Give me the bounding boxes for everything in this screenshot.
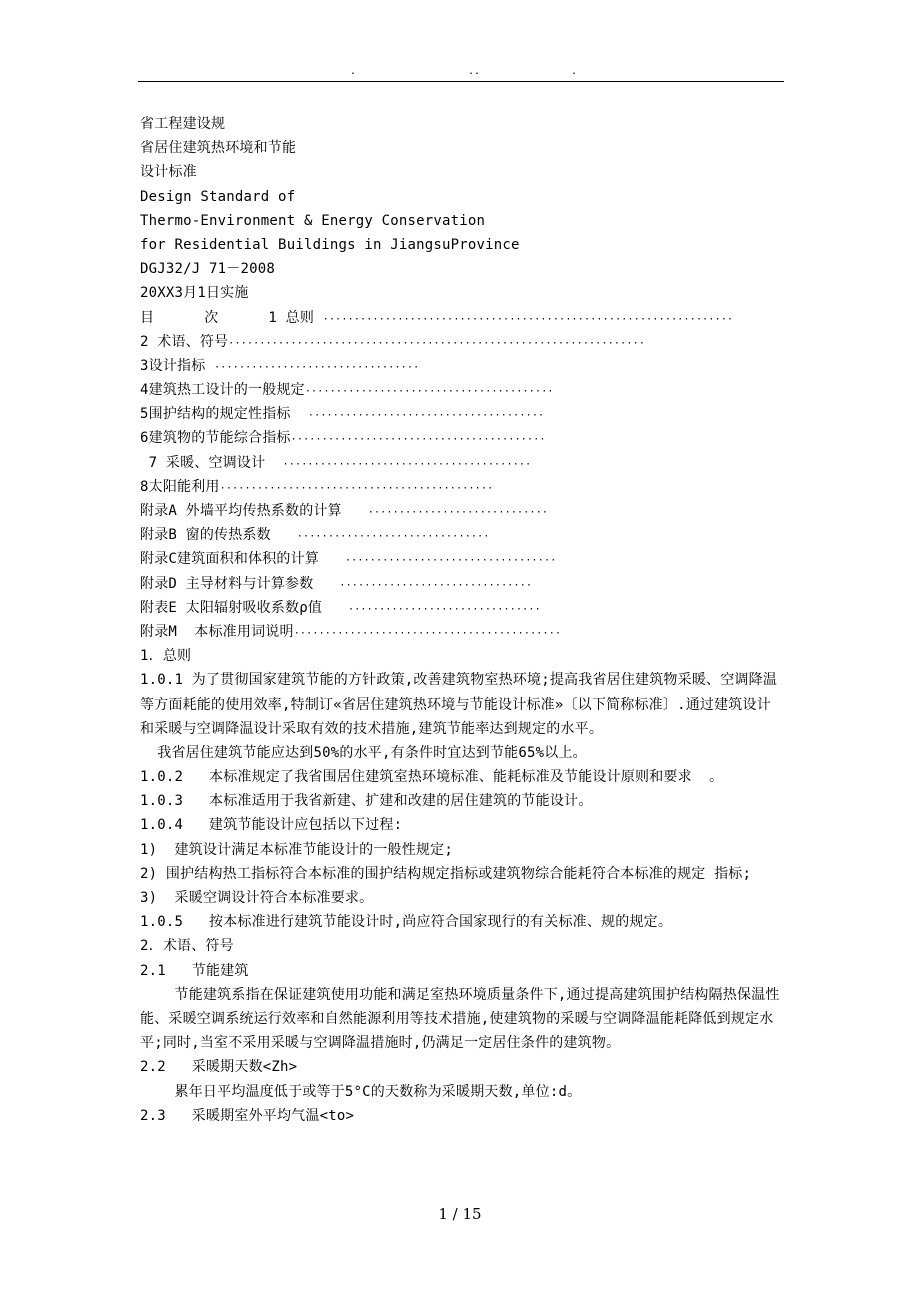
english-title-line: Design Standard of xyxy=(140,188,296,205)
toc-leader: ······························· xyxy=(339,579,533,591)
list-item: 3) 采暖空调设计符合本标准要求。 xyxy=(140,890,374,907)
title-line: 设计标准 xyxy=(140,164,197,181)
toc-item-label: 2 术语、符号 xyxy=(140,333,229,350)
toc-heading-row xyxy=(140,306,784,330)
toc-item xyxy=(140,426,784,450)
page-header xyxy=(138,64,784,80)
clause-paragraph: 1.0.3 本标准适用于我省新建、扩建和改建的居住建筑的节能设计。 xyxy=(140,793,593,810)
clause-paragraph: 我省居住建筑节能应达到50%的水平,有条件时宜达到节能65%以上。 xyxy=(140,744,587,761)
toc-leader: ··········································· xyxy=(293,627,562,639)
toc-leader: ·································· xyxy=(344,555,557,567)
toc-item-label: 附录A 外墙平均传热系数的计算 xyxy=(140,503,368,519)
toc-item-label: 附录M 本标准用词说明 xyxy=(140,623,294,640)
toc-leader: ······························· xyxy=(347,603,541,615)
header-mark: . xyxy=(571,66,578,77)
toc-heading: 次 xyxy=(204,309,219,326)
toc-item-label: 附录D 主导材料与计算参数 xyxy=(140,575,340,592)
toc-leader: ······································ xyxy=(307,410,545,422)
toc-item-label: 1 总则 xyxy=(268,309,315,326)
definition-paragraph: 节能建筑系指在保证建筑使用功能和满足室热环境质量条件下,通过提高建筑围护结构隔热保温性能、采暖空调系统运行效率和自然能源利用等技术措施,使建筑物的采暖与空调降温能耗降低到规定水平;同时,当室不采用采暖与空调降温措施时,仍满足一定居住条件的建筑物。 xyxy=(140,986,780,1052)
section-heading: 2．术语、符号 xyxy=(140,938,234,955)
document-body xyxy=(140,112,784,1128)
toc-item-label: 8太阳能利用 xyxy=(140,478,220,495)
toc-item-label: 附表E 太阳辐射吸收系数ρ值 xyxy=(140,599,348,616)
standard-code: DGJ32/J 71－2008 xyxy=(140,261,276,278)
header-mark: .. xyxy=(468,66,481,77)
toc-item xyxy=(140,523,784,547)
header-rule xyxy=(138,81,784,82)
list-item: 2) 围护结构热工指标符合本标准的围护结构规定指标或建筑物综合能耗符合本标准的规定 指标; xyxy=(140,865,752,882)
toc-item xyxy=(140,620,784,644)
toc-item-label: 7 采暖、空调设计 xyxy=(140,454,283,471)
toc-item xyxy=(140,354,784,378)
toc-leader: ································· xyxy=(214,361,420,373)
toc-item-label: 4建筑热工设计的一般规定 xyxy=(140,382,305,399)
clause-paragraph: 1.0.5 按本标准进行建筑节能设计时,尚应符合国家现行的有关标准、规的规定。 xyxy=(140,914,673,931)
toc-leader: ··································································· xyxy=(228,337,646,349)
toc-item xyxy=(140,499,784,523)
toc-item-label: 3设计指标 xyxy=(140,357,215,374)
toc-leader: ·································································· xyxy=(322,313,734,325)
toc-item xyxy=(140,572,784,596)
toc-heading: 目 xyxy=(140,309,155,326)
toc-item xyxy=(140,596,784,620)
effective-date: 20XX3月1日实施 xyxy=(140,285,249,302)
title-line: 省工程建设规 xyxy=(140,116,226,132)
toc-item-label: 6建筑物的节能综合指标 xyxy=(140,430,291,447)
toc-item-label: 附录C建筑面积和体积的计算 xyxy=(140,551,345,568)
english-title-line: for Residential Buildings in JiangsuProvince xyxy=(140,236,520,253)
clause-paragraph: 1.0.2 本标准规定了我省围居住建筑室热环境标准、能耗标准及节能设计原则和要求 。 xyxy=(140,769,724,786)
toc-leader: ········································· xyxy=(290,434,546,446)
toc-item xyxy=(140,475,784,499)
list-item: 1) 建筑设计满足本标准节能设计的一般性规定; xyxy=(140,841,453,858)
toc-leader: ············································ xyxy=(219,482,494,494)
toc-item xyxy=(140,547,784,571)
page-number: 1 / 15 xyxy=(438,1205,482,1223)
clause-paragraph: 1.0.4 建筑节能设计应包括以下过程: xyxy=(140,817,403,834)
section-heading: 1．总则 xyxy=(140,648,192,665)
toc-item xyxy=(140,451,784,475)
definition-paragraph: 累年日平均温度低于或等于5°C的天数称为采暖期天数,单位:d。 xyxy=(140,1083,582,1100)
subsection-heading: 2.2 采暖期天数<Zh> xyxy=(140,1059,298,1076)
toc-item xyxy=(140,402,784,426)
english-title-line: Thermo-Environment & Energy Conservation xyxy=(140,212,486,229)
clause-paragraph: 1.0.1 为了贯彻国家建筑节能的方针政策,改善建筑物室热环境;提高我省居住建筑物采暖、空调降温等方面耗能的使用效率,特制订«省居住建筑热环境与节能设计标准»〔以下简称标准〕.通过建筑设计和采暖与空调降温设计采取有效的技术措施,建筑节能率达到规定的水平。 xyxy=(140,672,778,737)
toc-leader: ········································ xyxy=(282,458,532,470)
subsection-heading: 2.3 采暖期室外平均气温<to> xyxy=(140,1107,355,1124)
toc-leader: ······························· xyxy=(296,531,490,543)
toc-leader: ····························· xyxy=(367,507,549,518)
toc-item-label: 附录B 窗的传热系数 xyxy=(140,527,297,544)
toc-item xyxy=(140,378,784,402)
title-line: 省居住建筑热环境和节能 xyxy=(140,140,297,157)
toc-leader: ········································ xyxy=(304,386,554,398)
toc-item-label: 5围护结构的规定性指标 xyxy=(140,406,308,423)
subsection-heading: 2.1 节能建筑 xyxy=(140,962,249,979)
header-mark: . xyxy=(350,66,357,77)
toc-item xyxy=(140,330,784,354)
